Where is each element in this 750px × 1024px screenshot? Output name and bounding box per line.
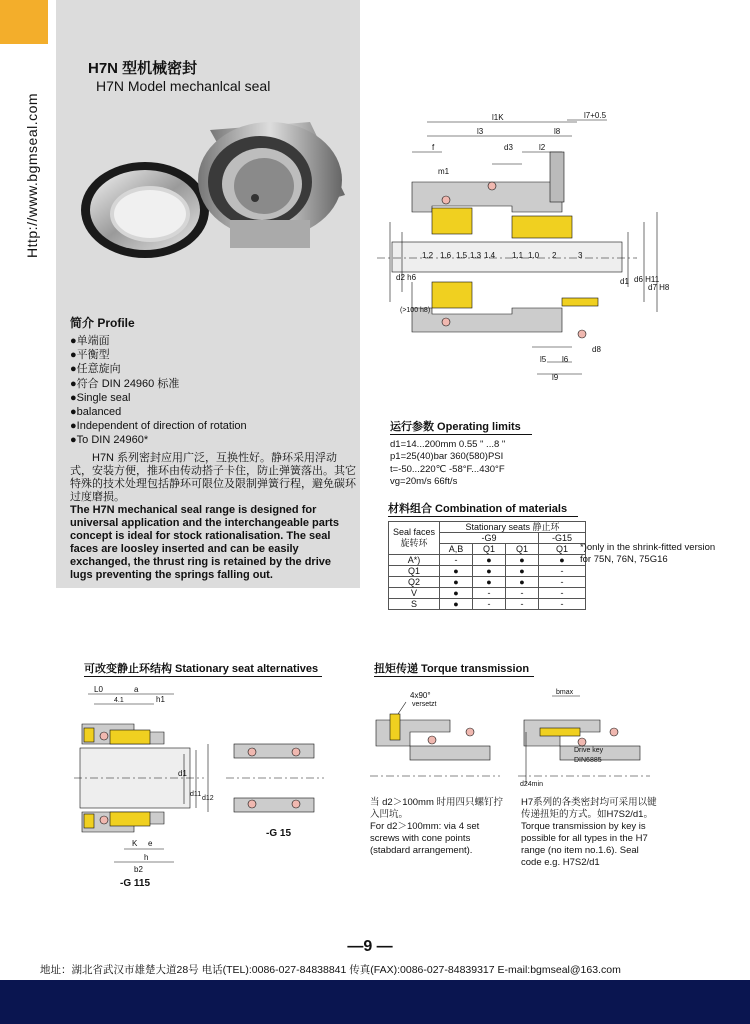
- table-cell: -: [473, 588, 506, 599]
- dim-label: 4.1: [114, 697, 124, 704]
- operating-line: d1=14...200mm 0.55 " ...8 ": [390, 438, 506, 450]
- dim-label: d12: [202, 795, 214, 802]
- dim-label: d2 h6: [396, 273, 417, 282]
- part-number: 1.0: [528, 251, 540, 260]
- table-cell: ●: [440, 566, 473, 577]
- profile-heading: 简介 Profile: [70, 316, 135, 330]
- g15-header: -G15: [539, 533, 586, 544]
- description-en: The H7N mechanical seal range is designed for universal application and the interchangeable parts concept is ideal for stock rationalisation. The seal faces are loosley inserted and can be easily exchanged, the thrust ring is retained by the drive lugs preventing the springs falling out.: [70, 504, 339, 581]
- col-header: Q1: [539, 544, 586, 555]
- dim-label: L0: [94, 685, 103, 694]
- dim-label: l1K: [492, 113, 504, 122]
- dim-label: l2: [539, 143, 546, 152]
- drive-key-label: Drive key: [574, 747, 604, 754]
- table-row: [389, 566, 586, 577]
- dim-label: e: [148, 839, 153, 848]
- dim-label: d1: [620, 277, 629, 286]
- table-cell: -: [539, 588, 586, 599]
- dim-label: l5: [540, 355, 547, 364]
- materials-note: *)only in the shrink-fitted version for 75N, 76N, 75G16: [580, 542, 716, 565]
- dim-label: l3: [477, 127, 484, 136]
- materials-heading: 材料组合 Combination of materials: [388, 500, 578, 517]
- bullet-item: ●符合 DIN 24960 标准: [70, 377, 180, 390]
- dim-label: d6 H11: [634, 275, 660, 284]
- dim-label: d7 H8: [648, 283, 670, 292]
- torque-right-en: Torque transmission by key is possible for all types in the H7 range (no item no.1.6). Seal code e.g. H7S2/d1: [521, 821, 648, 868]
- title-cn: H7N 型机械密封: [88, 60, 198, 77]
- torque-left-en: For d2＞100mm: via 4 set screws with cone points (stabdard arrangement).: [370, 821, 480, 856]
- bullet-item: ●任意旋向: [70, 363, 121, 376]
- part-number: 1.6: [440, 251, 452, 260]
- operating-line: t=-50...220℃ -58°F...430°F: [390, 463, 505, 475]
- dim-label: d1: [178, 769, 187, 778]
- page-number: —9 —: [347, 938, 393, 955]
- table-cell: -: [473, 599, 506, 610]
- table-cell: ●: [473, 566, 506, 577]
- dim-label: a: [134, 685, 139, 694]
- dim-label: m1: [438, 167, 450, 176]
- table-cell: ●: [473, 577, 506, 588]
- table-cell: ●: [440, 588, 473, 599]
- operating-limits: [390, 421, 532, 489]
- bmax-label: bmax: [556, 689, 574, 696]
- title-en: H7N Model mechanlcal seal: [96, 78, 271, 94]
- profile-bullets: [70, 334, 247, 448]
- torque-drawings: [370, 688, 660, 794]
- torque-right-text: [521, 797, 661, 869]
- operating-line: p1=25(40)bar 360(580)PSI: [390, 451, 504, 462]
- part-number: 3: [578, 251, 583, 260]
- dim-label: l7+0.5: [584, 112, 607, 120]
- table-cell: ●: [539, 555, 586, 566]
- table-row: [389, 599, 586, 610]
- table-cell: ●: [506, 555, 539, 566]
- dim-label: (>100 h8): [400, 307, 431, 314]
- table-cell: ●: [473, 555, 506, 566]
- part-number: 1.2: [422, 251, 434, 260]
- g9-header: -G9: [440, 533, 539, 544]
- table-cell: ●: [440, 577, 473, 588]
- dim-label: d11: [190, 791, 202, 798]
- part-number: 1.5: [456, 251, 468, 260]
- product-photo: [70, 110, 350, 270]
- row-name: V: [389, 588, 440, 599]
- table-cell: ●: [506, 566, 539, 577]
- seal-faces-header: Seal faces 旋转环: [389, 522, 440, 555]
- part-number: 1.4: [484, 251, 496, 260]
- table-row: [389, 588, 586, 599]
- dim-label: l9: [552, 373, 559, 382]
- row-name: Q1: [389, 566, 440, 577]
- table-cell: -: [539, 566, 586, 577]
- description-cn: H7N 系列密封应用广泛，互换性好。静环采用浮动式，安装方便，推环由传动搭子卡住，防止弹簧落出。其它特殊的技术处理包括静环可限位及限制弹簧行程，避免碳环过度磨损。: [70, 452, 356, 503]
- dim-label: d3: [504, 143, 513, 152]
- col-header: Q1: [473, 544, 506, 555]
- table-cell: -: [539, 577, 586, 588]
- dim-label: b2: [134, 865, 143, 874]
- bullet-item: ●Independent of direction of rotation: [70, 420, 247, 433]
- footer-bar: [0, 980, 750, 1024]
- table-cell: ●: [506, 577, 539, 588]
- main-seal-drawing: [372, 112, 672, 384]
- drive-key-std: DIN6885: [574, 757, 602, 764]
- bullet-item: ●平衡型: [70, 349, 110, 362]
- label-g115: -G 115: [120, 878, 151, 889]
- part-number: 1.3: [470, 251, 482, 260]
- torque-left-text: [370, 797, 510, 857]
- dim-label: l8: [554, 127, 561, 136]
- torque-left-cn: 当 d2＞100mm 时用四只螺钉拧入凹坑。: [370, 797, 504, 820]
- torque-heading: 扭矩传递 Torque transmission: [374, 660, 534, 677]
- bullet-item: ●balanced: [70, 406, 122, 419]
- label-g15: -G 15: [266, 828, 292, 839]
- dim-label: h: [144, 853, 149, 862]
- part-number: 2: [552, 251, 557, 260]
- part-number: 1.1: [512, 251, 524, 260]
- col-header: A,B: [440, 544, 473, 555]
- dim-label: d8: [592, 345, 601, 354]
- footer-address: 地址：湖北省武汉市雄楚大道28号 电话(TEL):0086-027-84838841 传真(FAX):0086-027-84839317 E-mail:bgmseal@163.com: [40, 964, 621, 976]
- torque-right-cn: H7系列的各类密封均可采用以键传递扭矩的方式。如H7S2/d1。: [521, 797, 657, 820]
- website-vertical[interactable]: Http://www.bgmseal.com: [24, 92, 40, 258]
- screw-sub-label: versetzt: [412, 701, 437, 708]
- bullet-item: ●To DIN 24960*: [70, 434, 149, 447]
- profile-description: [70, 452, 356, 582]
- table-row: [389, 577, 586, 588]
- bullet-item: ●Single seal: [70, 391, 131, 404]
- d24-label: d24min: [520, 781, 543, 788]
- table-cell: ●: [440, 599, 473, 610]
- bullet-item: ●单端面: [70, 335, 110, 347]
- col-header: Q1: [506, 544, 539, 555]
- operating-line: vg=20m/s 66ft/s: [390, 476, 458, 487]
- dim-label: h1: [156, 695, 165, 704]
- table-cell: -: [506, 588, 539, 599]
- screw-label: 4x90°: [410, 691, 431, 700]
- operating-heading: 运行参数 Operating limits: [390, 421, 532, 435]
- dim-label: K: [132, 839, 138, 848]
- table-row: [389, 555, 586, 566]
- dim-label: l6: [562, 355, 569, 364]
- corner-accent: [0, 0, 48, 44]
- materials-table: [388, 521, 586, 610]
- row-name: S: [389, 599, 440, 610]
- row-name: A*): [389, 555, 440, 566]
- table-cell: -: [539, 599, 586, 610]
- stationary-header: Stationary seats 静止环: [440, 522, 586, 533]
- row-name: Q2: [389, 577, 440, 588]
- table-cell: -: [506, 599, 539, 610]
- stationary-seat-drawing: [74, 684, 334, 894]
- stationary-heading: 可改变静止环结构 Stationary seat alternatives: [84, 660, 322, 677]
- dim-label: f: [432, 143, 435, 152]
- materials-section: [388, 500, 586, 610]
- table-cell: -: [440, 555, 473, 566]
